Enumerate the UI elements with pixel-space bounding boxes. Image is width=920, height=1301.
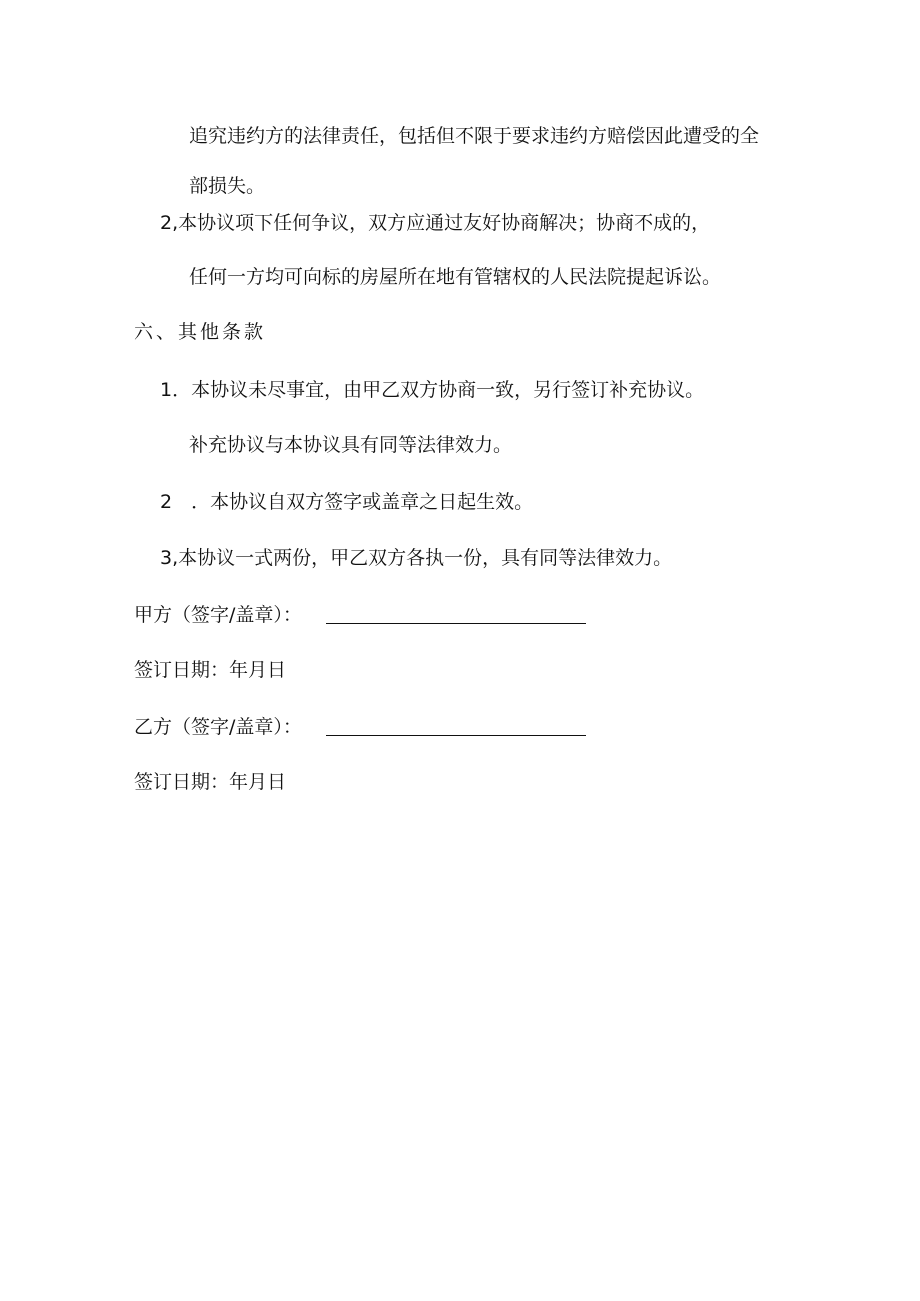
clause-5-item1-continuation-line2: 部损失。 bbox=[189, 175, 266, 197]
party-a-signature-line bbox=[326, 623, 586, 624]
party-b-signing-date: 签订日期：年月日 bbox=[134, 771, 287, 793]
clause-5-item1-continuation-line1: 追究违约方的法律责任，包括但不限于要求违约方赔偿因此遭受的全 bbox=[189, 125, 760, 147]
clause-6-item1-line2: 补充协议与本协议具有同等法律效力。 bbox=[189, 434, 513, 456]
clause-6-item2: 2 ．本协议自双方签字或盖章之日起生效。 bbox=[160, 491, 534, 513]
party-b-signature-line bbox=[326, 735, 586, 736]
clause-6-item3: 3,本协议一式两份，甲乙双方各执一份，具有同等法律效力。 bbox=[160, 547, 673, 569]
clause-6-item1-line1: 1．本协议未尽事宜，由甲乙双方协商一致，另行签订补充协议。 bbox=[160, 379, 705, 401]
party-b-signature-label: 乙方（签字/盖章）： bbox=[134, 716, 302, 738]
clause-5-item2-line1: 2,本协议项下任何争议，双方应通过友好协商解决；协商不成的， bbox=[160, 212, 711, 234]
party-a-signing-date: 签订日期：年月日 bbox=[134, 659, 287, 681]
clause-5-item2-line2: 任何一方均可向标的房屋所在地有管辖权的人民法院提起诉讼。 bbox=[189, 266, 722, 288]
clause-6-heading: 六、其他条款 bbox=[134, 321, 267, 343]
party-a-signature-label: 甲方（签字/盖章）： bbox=[134, 604, 302, 626]
